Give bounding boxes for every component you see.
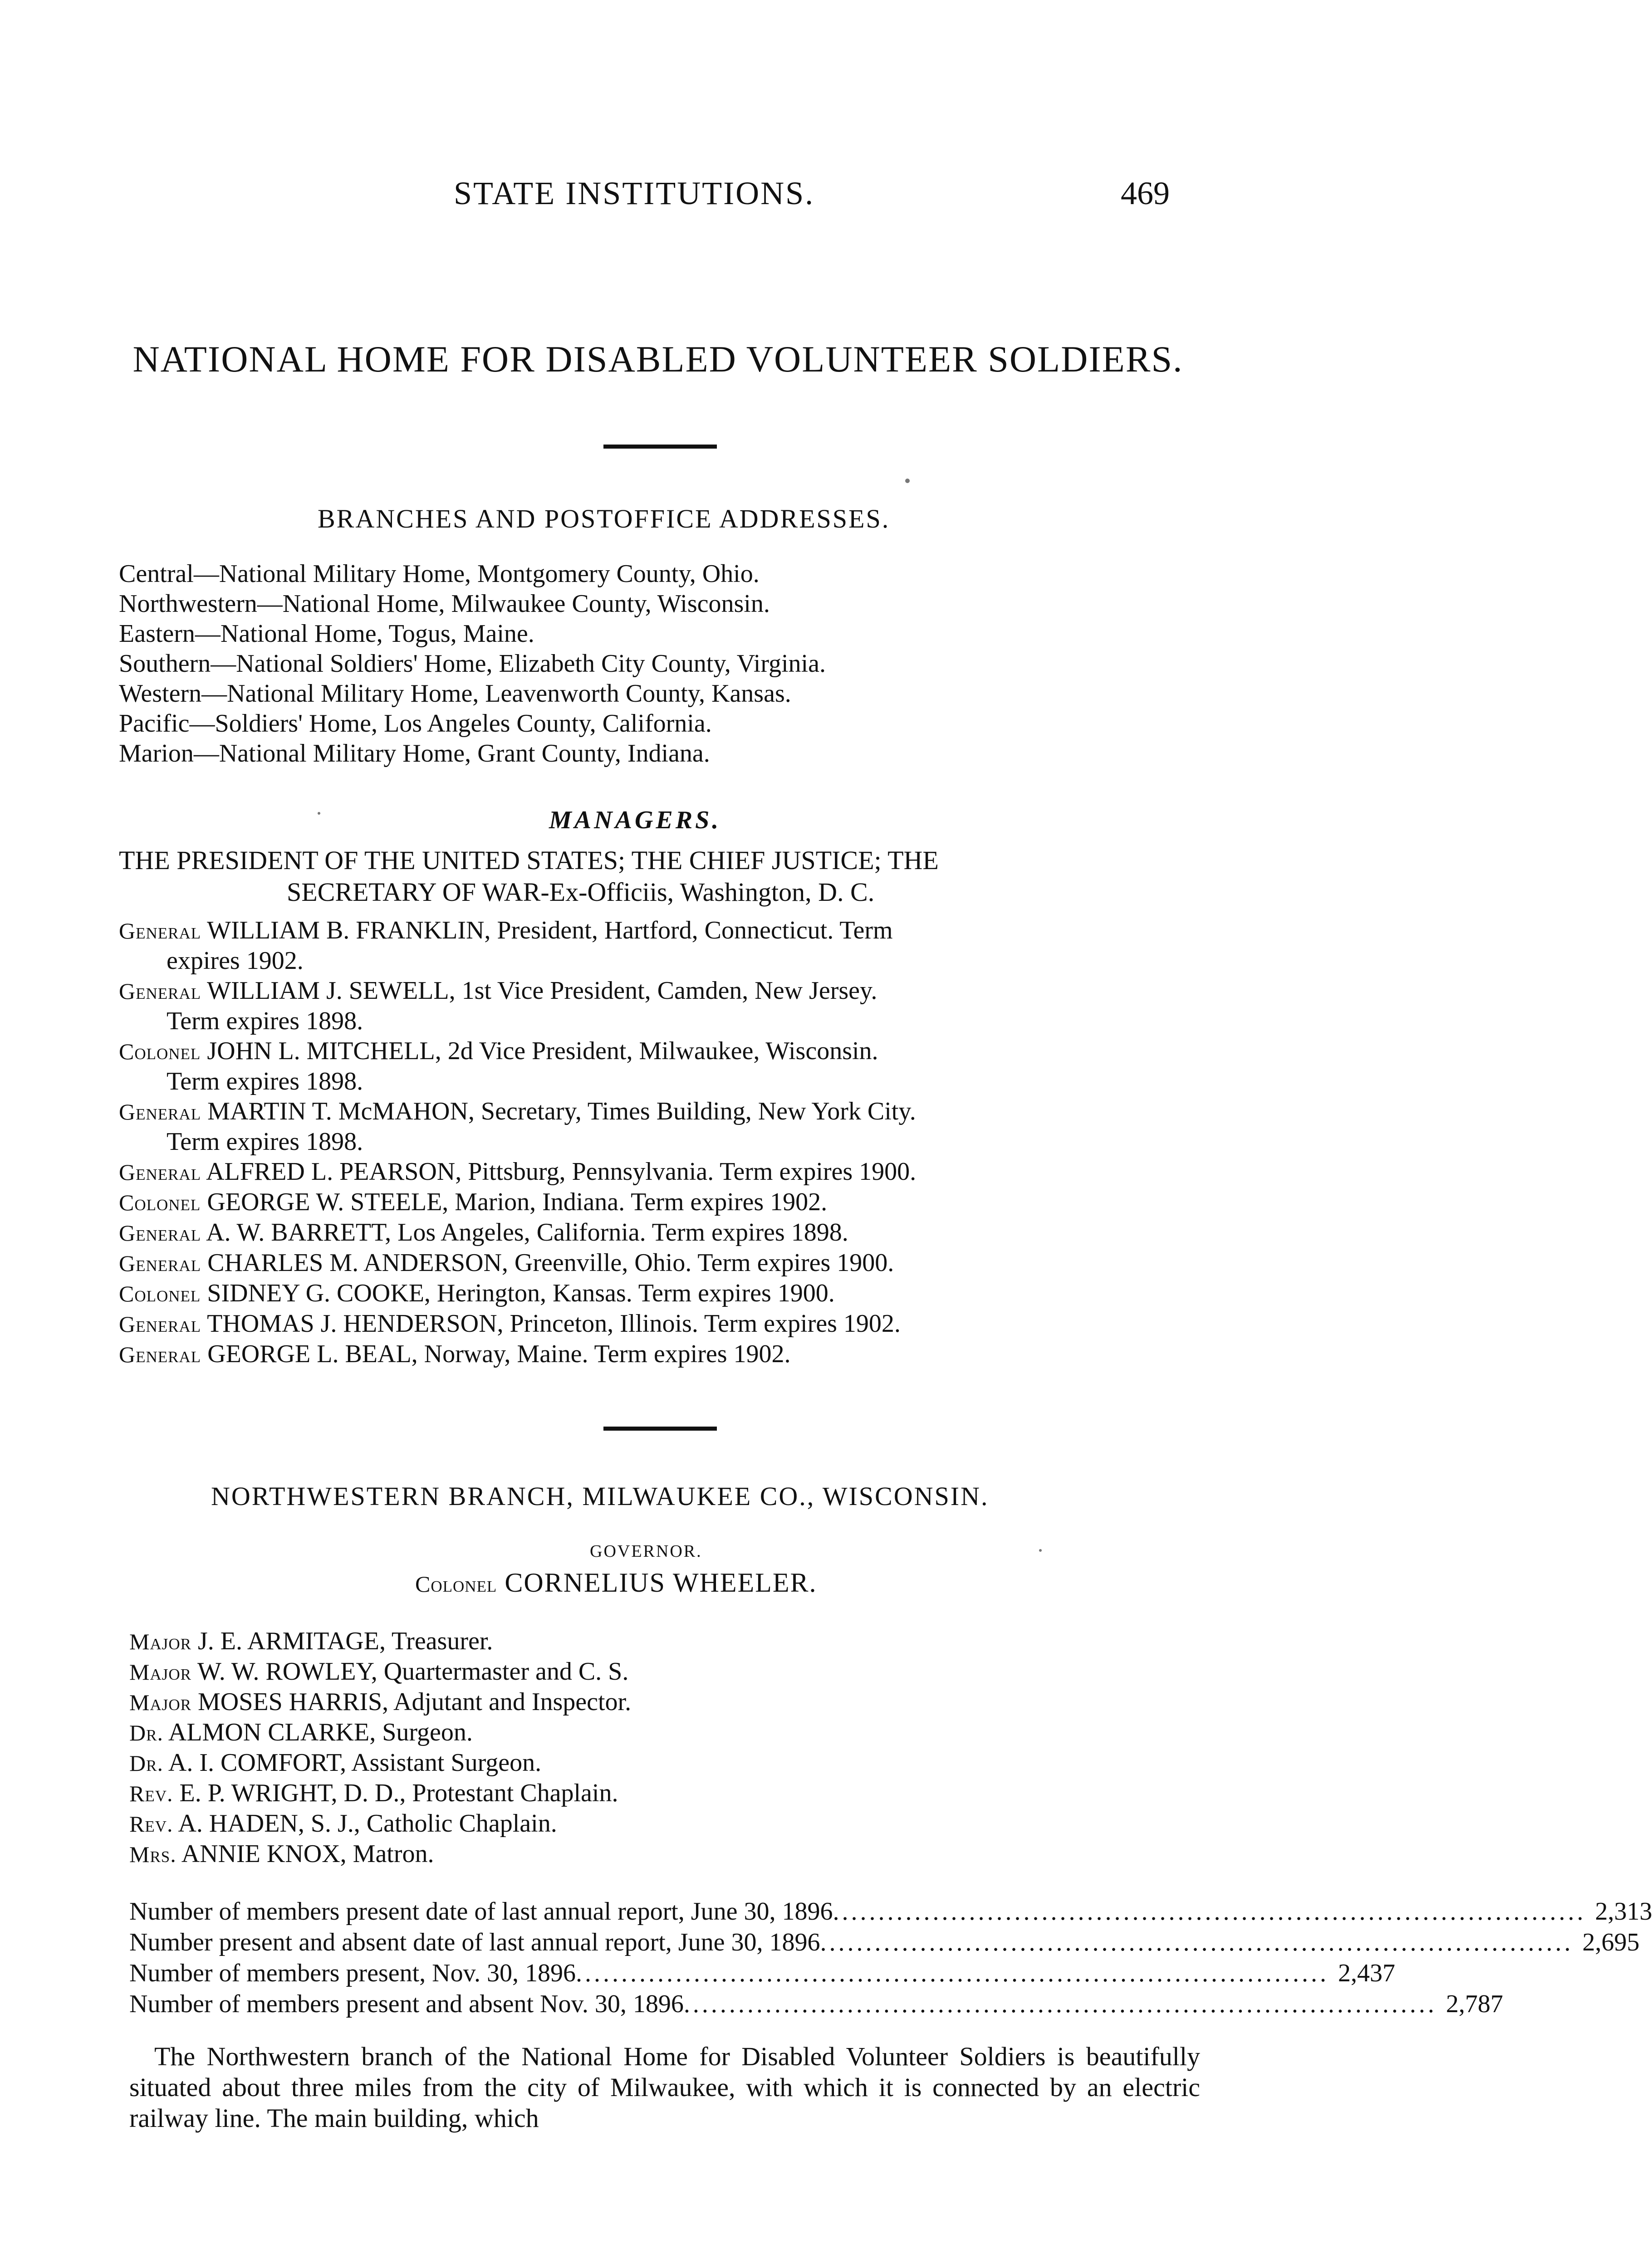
stat-value: 2,313 xyxy=(1595,1897,1652,1926)
leader-dots: ................................................................................... xyxy=(820,1928,1574,1956)
stat-value: 2,437 xyxy=(1338,1959,1395,1987)
manager-entry xyxy=(119,915,1208,976)
stat-label: Number of members present, Nov. 30, 1896 xyxy=(129,1959,576,1987)
manager-continuation: expires 1902. xyxy=(167,947,304,975)
branches-heading: BRANCHES AND POSTOFFICE ADDRESSES. xyxy=(318,504,890,533)
officer-entry xyxy=(129,1748,631,1778)
manager-entry xyxy=(119,1157,1208,1187)
officer-rank: Dr. xyxy=(129,1720,163,1745)
officer-list xyxy=(129,1626,631,1869)
manager-entry xyxy=(119,1309,1208,1339)
officer-rank: Major xyxy=(129,1629,191,1654)
manager-rank: General xyxy=(119,1311,201,1337)
branch-list xyxy=(119,559,826,768)
governor-name xyxy=(415,1567,817,1598)
managers-intro-line: SECRETARY OF WAR-Ex-Officiis, Washington, D. C. xyxy=(287,877,875,907)
officer-text: MOSES HARRIS, Adjutant and Inspector. xyxy=(197,1688,632,1716)
branch-item: Pacific—Soldiers' Home, Los Angeles County, California. xyxy=(119,709,712,738)
leader-dots: ................................................................................... xyxy=(683,1990,1437,2018)
officer-rank: Rev. xyxy=(129,1781,173,1806)
branch-item: Central—National Military Home, Montgomery County, Ohio. xyxy=(119,560,760,588)
manager-rank: General xyxy=(119,1342,201,1367)
print-speck xyxy=(905,479,910,483)
managers-intro xyxy=(119,845,1199,908)
stat-row xyxy=(129,1958,1395,1989)
officer-entry xyxy=(129,1717,631,1748)
print-speck xyxy=(318,812,320,815)
manager-text: GEORGE W. STEELE, Marion, Indiana. Term expires 1902. xyxy=(207,1188,828,1216)
leader-dots: ................................................................................... xyxy=(833,1897,1586,1926)
officer-rank: Major xyxy=(129,1690,191,1715)
manager-continuation: Term expires 1898. xyxy=(167,1007,363,1035)
managers-intro-line: THE PRESIDENT OF THE UNITED STATES; THE CHIEF JUSTICE; THE xyxy=(119,846,939,875)
section-divider xyxy=(603,445,717,449)
branch-item: Marion—National Military Home, Grant County, Indiana. xyxy=(119,739,710,767)
stat-label: Number present and absent date of last annual report, June 30, 1896 xyxy=(129,1928,820,1956)
manager-rank: General xyxy=(119,918,201,943)
officer-entry xyxy=(129,1626,631,1657)
description-paragraph: The Northwestern branch of the National Home for Disabled Volunteer Soldiers is beautifully situated about three miles from the city of Milwaukee, with which it is connected by an electric railway line. The main building, which xyxy=(129,2042,1200,2133)
manager-text: A. W. BARRETT, Los Angeles, California. Term expires 1898. xyxy=(206,1218,848,1246)
stat-row xyxy=(129,1989,1503,2019)
manager-rank: General xyxy=(119,978,201,1004)
main-title: NATIONAL HOME FOR DISABLED VOLUNTEER SOLDIERS. xyxy=(132,338,1183,380)
stat-value: 2,787 xyxy=(1446,1990,1503,2018)
manager-entry xyxy=(119,1036,1208,1096)
officer-text: ALMON CLARKE, Surgeon. xyxy=(168,1718,473,1746)
stat-row xyxy=(129,1896,1652,1927)
branch-item: Western—National Military Home, Leavenworth County, Kansas. xyxy=(119,679,791,708)
manager-rank: General xyxy=(119,1220,201,1246)
northwestern-branch-heading: NORTHWESTERN BRANCH, MILWAUKEE CO., WISCONSIN. xyxy=(211,1481,989,1511)
officer-rank: Mrs. xyxy=(129,1842,176,1867)
officer-entry xyxy=(129,1657,631,1687)
leader-dots: ................................................................................... xyxy=(575,1959,1329,1987)
manager-entry xyxy=(119,1096,1208,1157)
officer-rank: Rev. xyxy=(129,1811,173,1837)
manager-text: SIDNEY G. COOKE, Herington, Kansas. Term expires 1900. xyxy=(207,1279,835,1307)
officer-text: W. W. ROWLEY, Quartermaster and C. S. xyxy=(197,1657,629,1686)
officer-text: ANNIE KNOX, Matron. xyxy=(181,1840,434,1868)
manager-text: MARTIN T. McMAHON, Secretary, Times Building, New York City. xyxy=(207,1097,916,1125)
manager-entry xyxy=(119,1187,1208,1217)
officer-entry xyxy=(129,1809,631,1839)
manager-rank: General xyxy=(119,1251,201,1276)
stat-label: Number of members present date of last annual report, June 30, 1896 xyxy=(129,1897,833,1926)
governor-rank: Colonel xyxy=(415,1571,497,1597)
manager-entry xyxy=(119,1217,1208,1248)
manager-text: JOHN L. MITCHELL, 2d Vice President, Milwaukee, Wisconsin. xyxy=(207,1037,878,1065)
officer-entry xyxy=(129,1839,631,1869)
manager-rank: Colonel xyxy=(119,1281,201,1306)
manager-continuation: Term expires 1898. xyxy=(167,1128,363,1156)
manager-text: WILLIAM J. SEWELL, 1st Vice President, Camden, New Jersey. xyxy=(207,977,877,1005)
branch-item: Southern—National Soldiers' Home, Elizabeth City County, Virginia. xyxy=(119,650,826,678)
branch-item: Northwestern—National Home, Milwaukee County, Wisconsin. xyxy=(119,590,770,618)
manager-text: GEORGE L. BEAL, Norway, Maine. Term expires 1902. xyxy=(207,1340,791,1368)
manager-rank: General xyxy=(119,1159,201,1185)
manager-text: WILLIAM B. FRANKLIN, President, Hartford, Connecticut. Term xyxy=(207,916,893,944)
governor-label: GOVERNOR. xyxy=(590,1542,702,1561)
manager-text: THOMAS J. HENDERSON, Princeton, Illinois. Term expires 1902. xyxy=(207,1310,901,1338)
manager-text: CHARLES M. ANDERSON, Greenville, Ohio. Term expires 1900. xyxy=(207,1249,894,1277)
officer-entry xyxy=(129,1778,631,1809)
officer-text: A. I. COMFORT, Assistant Surgeon. xyxy=(168,1749,542,1777)
manager-entry xyxy=(119,1339,1208,1369)
manager-rank: Colonel xyxy=(119,1039,201,1064)
manager-entry xyxy=(119,976,1208,1036)
officer-text: E. P. WRIGHT, D. D., Protestant Chaplain. xyxy=(179,1779,618,1807)
manager-entry xyxy=(119,1278,1208,1309)
officer-text: A. HADEN, S. J., Catholic Chaplain. xyxy=(178,1809,557,1838)
governor-name-text: CORNELIUS WHEELER. xyxy=(505,1568,817,1598)
officer-rank: Major xyxy=(129,1659,191,1685)
membership-stats xyxy=(129,1896,1652,2019)
manager-continuation: Term expires 1898. xyxy=(167,1067,363,1095)
manager-list xyxy=(119,915,1208,1369)
page-number: 469 xyxy=(1121,175,1170,211)
officer-rank: Dr. xyxy=(129,1750,163,1776)
stat-value: 2,695 xyxy=(1582,1928,1640,1956)
officer-entry xyxy=(129,1687,631,1717)
officer-text: J. E. ARMITAGE, Treasurer. xyxy=(197,1627,493,1655)
manager-text: ALFRED L. PEARSON, Pittsburg, Pennsylvania. Term expires 1900. xyxy=(206,1158,917,1186)
manager-rank: General xyxy=(119,1099,201,1124)
stat-label: Number of members present and absent Nov. 30, 1896 xyxy=(129,1990,684,2018)
manager-rank: Colonel xyxy=(119,1190,201,1215)
running-title: STATE INSTITUTIONS. xyxy=(454,175,815,211)
manager-entry xyxy=(119,1248,1208,1278)
stat-row xyxy=(129,1927,1640,1958)
managers-heading: MANAGERS. xyxy=(549,806,721,834)
section-divider xyxy=(603,1427,717,1431)
print-speck xyxy=(1039,1549,1042,1552)
branch-item: Eastern—National Home, Togus, Maine. xyxy=(119,620,534,648)
